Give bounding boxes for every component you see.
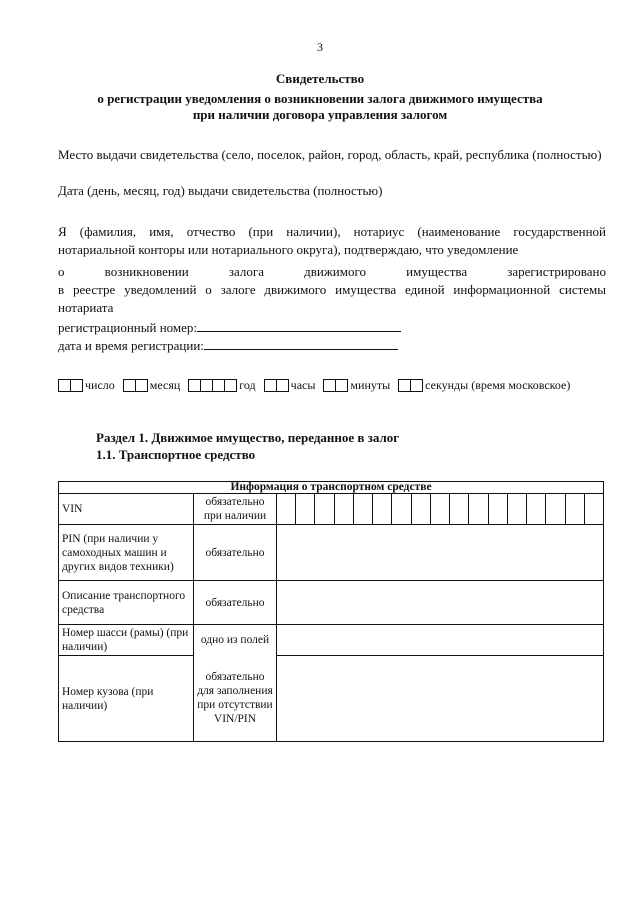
table-row-pin	[59, 525, 604, 581]
vin-cell[interactable]	[411, 494, 430, 525]
notary-statement-part-2: о возникновении залога движимого имущества зарегистрировано	[58, 264, 606, 279]
row-requirement-vin: обязательно при наличии	[194, 494, 277, 525]
vehicle-info-table	[58, 481, 604, 742]
vin-cell[interactable]	[527, 494, 546, 525]
month-box-2[interactable]	[135, 379, 148, 392]
row-requirement-body: обязательно для заполнения при отсутствии VIN/PIN	[194, 656, 277, 742]
document-subtitle-line-1: о регистрации уведомления о возникновении залога движимого имущества	[97, 91, 543, 106]
vin-cell[interactable]	[373, 494, 392, 525]
table-header: Информация о транспортном средстве	[59, 482, 604, 494]
year-box-4[interactable]	[224, 379, 237, 392]
reg-datetime-label: дата и время регистрации:	[58, 338, 204, 353]
vin-cell[interactable]	[353, 494, 372, 525]
date-of-issue-label: Дата (день, месяц, год) выдачи свидетельства (полностью)	[58, 183, 383, 198]
reg-number-row	[58, 319, 606, 337]
hours-label: часы	[290, 378, 316, 392]
row-requirement-description: обязательно	[194, 581, 277, 625]
vin-cell[interactable]	[315, 494, 334, 525]
row-name-description: Описание транспортного средства	[59, 581, 194, 625]
month-label: месяц	[149, 378, 181, 392]
document-title: Свидетельство	[275, 71, 365, 86]
vin-cell[interactable]	[546, 494, 565, 525]
table-row-body	[59, 656, 604, 742]
document-subtitle-line-2: при наличии договора управления залогом	[192, 107, 448, 122]
vin-cell[interactable]	[296, 494, 315, 525]
vin-cell[interactable]	[469, 494, 488, 525]
section-subheading: 1.1. Транспортное средство	[96, 447, 256, 462]
notary-statement-part-1: Я (фамилия, имя, отчество (при наличии), нотариус (наименование государственной нотариальной конторы или нотариального округа), подтверждаю, что уведомление	[58, 224, 606, 257]
place-of-issue-label: Место выдачи свидетельства (село, поселок, район, город, область, край, республика (полностью)	[58, 147, 602, 162]
row-name-body: Номер кузова (при наличии)	[59, 656, 194, 742]
row-requirement-pin: обязательно	[194, 525, 277, 581]
page-number: 3	[317, 40, 323, 54]
year-label: год	[239, 378, 256, 392]
row-name-chassis: Номер шасси (рамы) (при наличии)	[59, 625, 194, 656]
seconds-box-2[interactable]	[410, 379, 423, 392]
seconds-label: секунды (время московское)	[425, 378, 571, 392]
table-row-vin	[59, 494, 604, 525]
vin-cell[interactable]	[392, 494, 411, 525]
vin-cell[interactable]	[584, 494, 603, 525]
pin-value-field[interactable]	[277, 525, 604, 581]
vin-cell[interactable]	[450, 494, 469, 525]
day-box-2[interactable]	[70, 379, 83, 392]
row-requirement-chassis: одно из полей	[194, 625, 277, 656]
minutes-box-2[interactable]	[335, 379, 348, 392]
chassis-value-field[interactable]	[277, 625, 604, 656]
row-name-pin: PIN (при наличии у самоходных машин и других видов техники)	[59, 525, 194, 581]
description-value-field[interactable]	[277, 581, 604, 625]
body-value-field[interactable]	[277, 656, 604, 742]
reg-datetime-row	[58, 337, 606, 355]
reg-number-label: регистрационный номер:	[58, 320, 198, 335]
reg-datetime-blank-line[interactable]	[204, 337, 398, 350]
section-heading: Раздел 1. Движимое имущество, переданное в залог	[96, 430, 400, 445]
hours-box-2[interactable]	[276, 379, 289, 392]
table-header-row	[59, 482, 604, 494]
vin-cell[interactable]	[488, 494, 507, 525]
row-name-vin: VIN	[59, 494, 194, 525]
registration-datetime-boxes	[58, 378, 578, 393]
vin-cell[interactable]	[565, 494, 584, 525]
vin-cell[interactable]	[334, 494, 353, 525]
notary-statement-part-3: в реестре уведомлений о залоге движимого имущества единой информационной системы нотариата	[58, 282, 606, 315]
table-row-chassis	[59, 625, 604, 656]
vin-cell[interactable]	[430, 494, 449, 525]
table-row-description	[59, 581, 604, 625]
day-label: число	[85, 378, 115, 392]
vin-cell[interactable]	[507, 494, 526, 525]
vin-cell[interactable]	[277, 494, 296, 525]
reg-number-blank-line[interactable]	[197, 319, 401, 332]
minutes-label: минуты	[350, 378, 391, 392]
